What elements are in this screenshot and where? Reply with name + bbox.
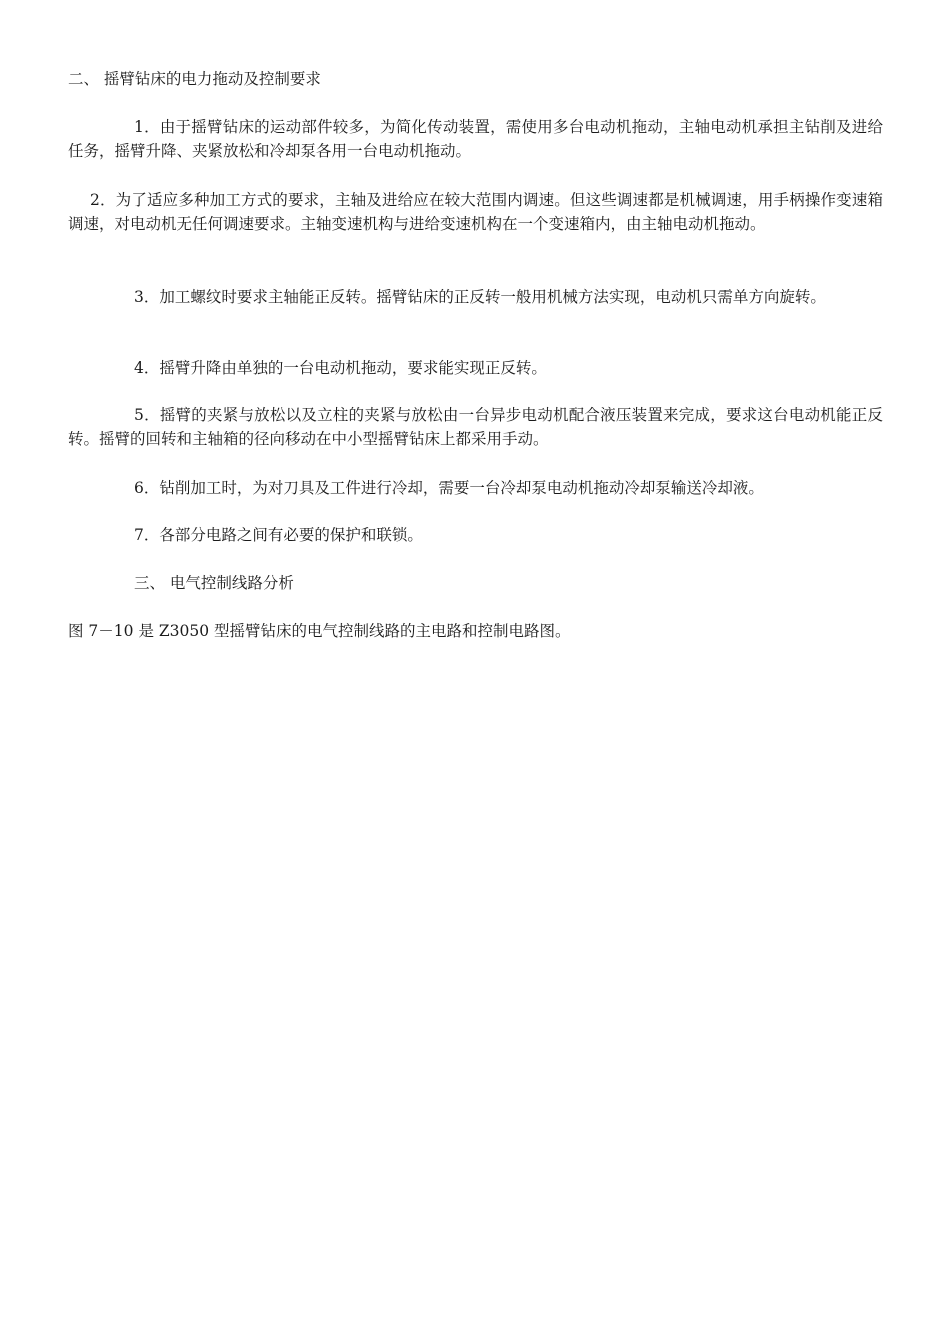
section-3-intro: 图 7－10 是 Z3050 型摇臂钻床的电气控制线路的主电路和控制电路图。: [68, 622, 571, 640]
requirement-5: 5．摇臂的夹紧与放松以及立柱的夹紧与放松由一台异步电动机配合液压装置来完成，要求这台电动机能正反转。摇臂的回转和主轴箱的径向移动在中小型摇臂钻床上都采用手动。: [68, 406, 883, 448]
requirement-1: 1．由于摇臂钻床的运动部件较多，为简化传动装置，需使用多台电动机拖动，主轴电动机承担主钻削及进给任务，摇臂升降、夹紧放松和冷却泵各用一台电动机拖动。: [68, 118, 883, 160]
requirement-4: 4．摇臂升降由单独的一台电动机拖动，要求能实现正反转。: [134, 359, 547, 377]
requirement-7: 7．各部分电路之间有必要的保护和联锁。: [134, 526, 423, 544]
section-3-heading: 三、 电气控制线路分析: [134, 574, 294, 592]
requirement-6: 6．钻削加工时，为对刀具及工件进行冷却，需要一台冷却泵电动机拖动冷却泵输送冷却液。: [134, 479, 764, 497]
section-2-heading: 二、 摇臂钻床的电力拖动及控制要求: [68, 70, 321, 88]
requirement-2: 2．为了适应多种加工方式的要求，主轴及进给应在较大范围内调速。但这些调速都是机械调速，用手柄操作变速箱调速，对电动机无任何调速要求。主轴变速机构与进给变速机构在一个变速箱内，由主轴电动机拖动。: [68, 191, 883, 233]
requirement-3: 3．加工螺纹时要求主轴能正反转。摇臂钻床的正反转一般用机械方法实现，电动机只需单方向旋转。: [134, 288, 826, 306]
